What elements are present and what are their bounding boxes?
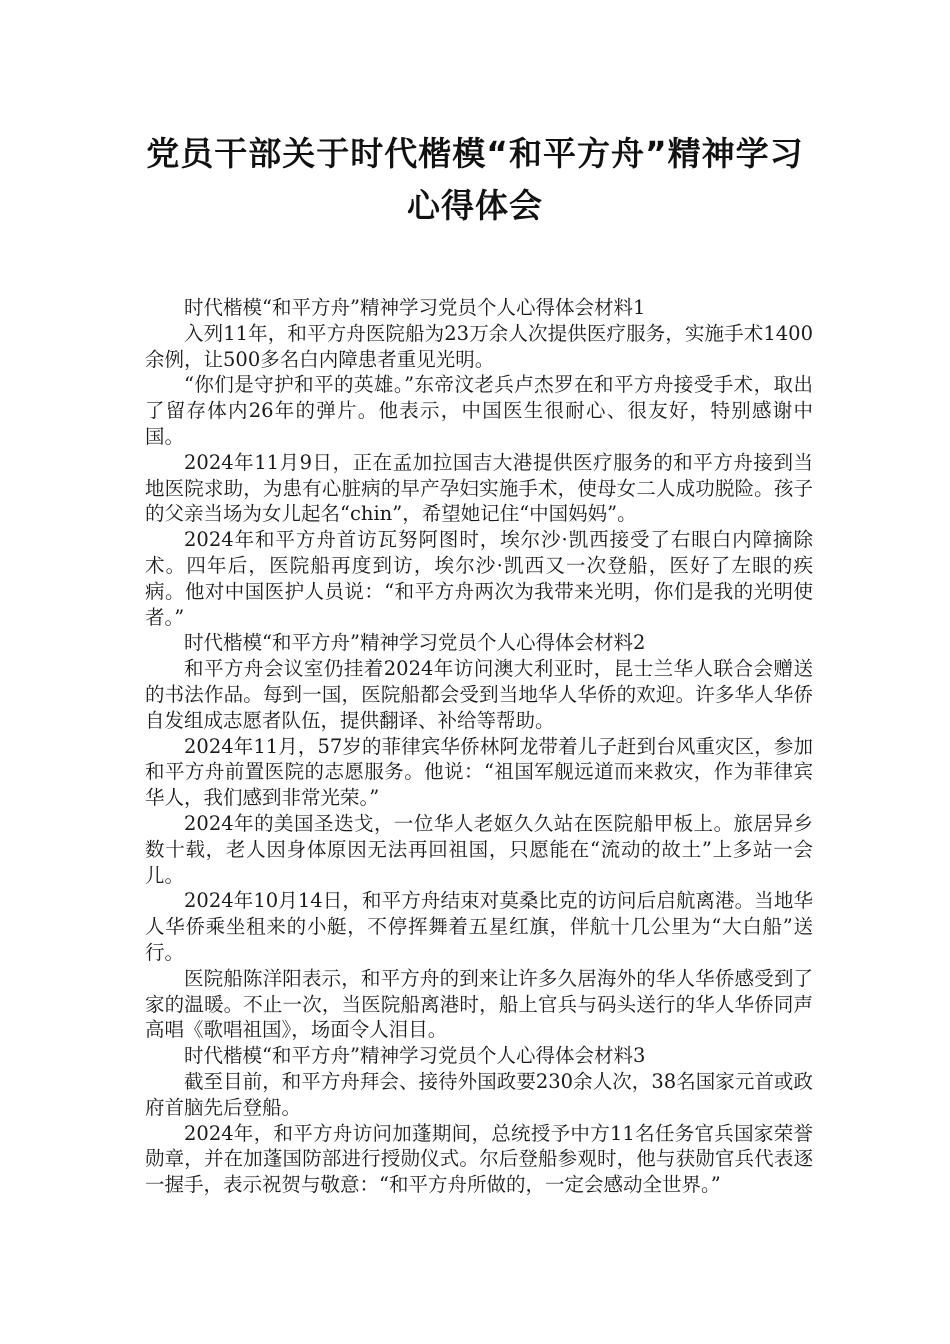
paragraph: 医院船陈洋阳表示，和平方舟的到来让许多久居海外的华人华侨感受到了家的温暖。不止一次，当医院船离港时，船上官兵与码头送行的华人华侨同声高唱《歌唱祖国》，场面令人泪目。 — [145, 966, 813, 1042]
section-heading-1: 时代楷模“和平方舟”精神学习党员个人心得体会材料1 — [184, 296, 646, 319]
paragraph: 入列11年，和平方舟医院船为23万余人次提供医疗服务，实施手术1400余例，让500多名白内障患者重见光明。 — [145, 321, 813, 371]
paragraph: 2024年10月14日，和平方舟结束对莫桑比克的访问后启航离港。当地华人华侨乘坐租来的小艇，不停挥舞着五星红旗，伴航十几公里为“大白船”送行。 — [145, 889, 813, 964]
document-title: 党员干部关于时代楷模“和平方舟”精神学习心得体会 — [146, 134, 804, 225]
paragraph: 2024年的美国圣迭戈，一位华人老妪久久站在医院船甲板上。旅居异乡数十载，老人因身体原因无法再回祖国，只愿能在“流动的故土”上多站一会儿。 — [145, 811, 813, 887]
paragraph: 2024年，和平方舟访问加蓬期间，总统授予中方11名任务官兵国家荣誉勋章，并在加蓬国防部进行授勋仪式。尔后登船参观时，他与获勋官兵代表逐一握手，表示祝贺与敬意：“和平方舟所做的，一定会感动全世界。” — [145, 1121, 813, 1197]
paragraph: 截至目前，和平方舟拜会、接待外国政要230余人次，38名国家元首或政府首脑先后登船。 — [145, 1069, 813, 1119]
paragraph: 和平方舟会议室仍挂着2024年访问澳大利亚时，昆士兰华人联合会赠送的书法作品。每到一国，医院船都会受到当地华人华侨的欢迎。许多华人华侨自发组成志愿者队伍，提供翻译、补给等帮助。 — [145, 657, 813, 732]
document-body — [145, 295, 813, 1198]
paragraph: 2024年和平方舟首访瓦努阿图时，埃尔沙·凯西接受了右眼白内障摘除术。四年后，医院船再度到访，埃尔沙·凯西又一次登船，医好了左眼的疾病。他对中国医护人员说：“和平方舟两次为我带来光明，你们是我的光明使者。” — [145, 528, 813, 629]
paragraph: “你们是守护和平的英雄。”东帝汶老兵卢杰罗在和平方舟接受手术，取出了留存体内26年的弹片。他表示，中国医生很耐心、很友好，特别感谢中国。 — [145, 373, 813, 448]
section-heading-3: 时代楷模“和平方舟”精神学习党员个人心得体会材料3 — [184, 1044, 646, 1068]
section-heading-2: 时代楷模“和平方舟”精神学习党员个人心得体会材料2 — [184, 631, 646, 655]
paragraph: 2024年11月9日，正在孟加拉国吉大港提供医疗服务的和平方舟接到当地医院求助，为患有心脏病的早产孕妇实施手术，使母女二人成功脱险。孩子的父亲当场为女儿起名“chin”，希望她记住“中国妈妈”。 — [145, 450, 813, 526]
paragraph: 2024年11月，57岁的菲律宾华侨林阿龙带着儿子赶到台风重灾区，参加和平方舟前置医院的志愿服务。他说：“祖国军舰远道而来救灾，作为菲律宾华人，我们感到非常光荣。” — [145, 734, 813, 810]
